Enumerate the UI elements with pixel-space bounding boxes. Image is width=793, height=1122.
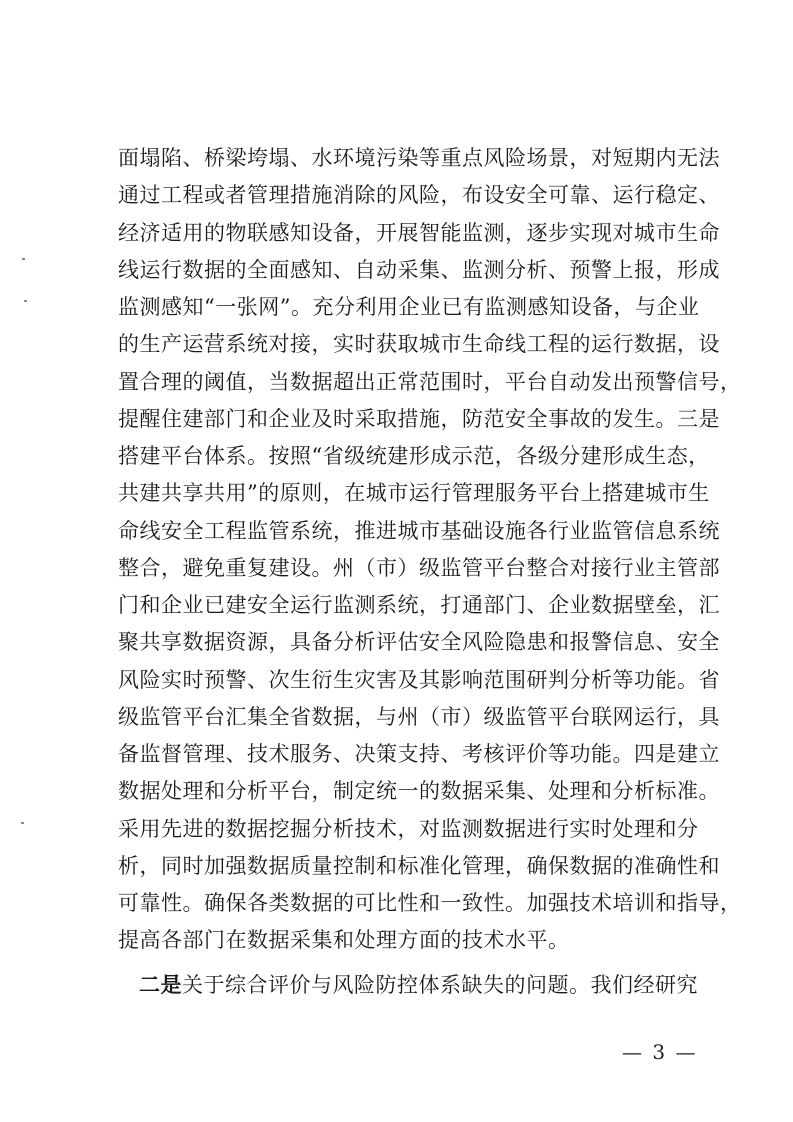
text-line: 数据处理和分析平台，制定统一的数据采集、处理和分析标准。 (118, 779, 720, 804)
text-line: 监测感知“一张网”。充分利用企业已有监测感知设备，与企业 (118, 295, 700, 319)
text-line: 线运行数据的全面感知、自动采集、监测分析、预警上报，形成 (118, 257, 720, 282)
text-line: 可靠性。确保各类数据的可比性和一致性。加强技术培训和指导， (118, 891, 742, 915)
text-line: 提高各部门在数据采集和处理方面的技术水平。 (118, 928, 570, 953)
text-line: 搭建平台体系。按照“省级统建形成示范，各级分建形成生态， (118, 444, 710, 468)
page-number: — 3 — (622, 1040, 698, 1064)
text-line: 聚共享数据资源，具备分析评估安全风险隐患和报警信息、安全 (118, 630, 720, 655)
text-line: 面塌陷、桥梁垮塌、水环境污染等重点风险场景，对短期内无法 (118, 146, 720, 170)
text-line: 提醒住建部门和企业及时采取措施，防范安全事故的发生。三是 (118, 406, 720, 431)
body-text (118, 140, 742, 1003)
text-line: 备监督管理、技术服务、决策支持、考核评价等功能。四是建立 (118, 742, 720, 766)
text-line: 通过工程或者管理措施消除的风险，布设安全可靠、运行稳定、 (118, 183, 720, 208)
paragraph-text: 关于综合评价与风险防控体系缺失的问题。我们经研究 (182, 972, 698, 997)
text-line: 析，同时加强数据质量控制和标准化管理，确保数据的准确性和 (118, 853, 720, 878)
paragraph-start-line (118, 966, 698, 1003)
text-line: 经济适用的物联感知设备，开展智能监测，逐步实现对城市生命 (118, 220, 720, 245)
paragraph-lead: 二是 (139, 971, 182, 997)
text-line: 命线安全工程监管系统，推进城市基础设施各行业监管信息系统 (118, 518, 720, 543)
text-line: 整合，避免重复建设。州（市）级监管平台整合对接行业主管部 (118, 555, 720, 580)
text-line: 共建共享共用”的原则，在城市运行管理服务平台上搭建城市生 (118, 481, 710, 506)
text-line: 置合理的阈值，当数据超出正常范围时，平台自动发出预警信号， (118, 369, 742, 394)
scan-speck (22, 258, 25, 260)
text-line: 风险实时预警、次生衍生灾害及其影响范围研判分析等功能。省 (118, 667, 720, 692)
text-line: 门和企业已建安全运行监测系统，打通部门、企业数据壁垒，汇 (118, 593, 720, 617)
text-line: 级监管平台汇集全省数据，与州（市）级监管平台联网运行，具 (118, 704, 720, 729)
text-line: 的生产运营系统对接，实时获取城市生命线工程的运行数据，设 (118, 332, 720, 357)
scan-speck (21, 822, 24, 824)
scan-speck (24, 300, 27, 302)
text-line: 采用先进的数据挖掘分析技术，对监测数据进行实时处理和分 (118, 816, 699, 841)
